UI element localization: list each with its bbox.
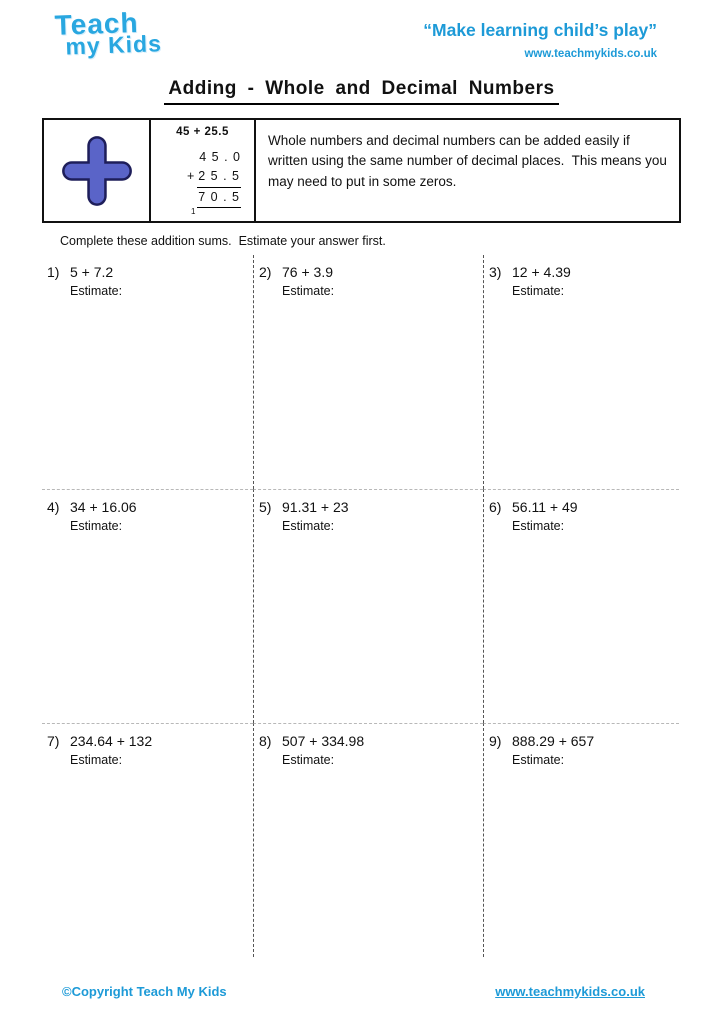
- problem-cell-6: [483, 489, 679, 723]
- problems-grid: [42, 255, 681, 957]
- logo-text-line1: Teach: [54, 6, 140, 41]
- example-answer: 7 0 . 5: [197, 188, 241, 209]
- problem-expression: 12 + 4.39: [512, 264, 571, 280]
- problem-number: 3): [489, 264, 502, 280]
- problem-cell-3: [483, 255, 679, 489]
- problem-expression: 888.29 + 657: [512, 733, 595, 749]
- problem-expression: 76 + 3.9: [282, 264, 333, 280]
- example-answer-row: [155, 188, 241, 209]
- problem-number: 9): [489, 733, 502, 749]
- copyright-text: ©Copyright Teach My Kids: [62, 984, 227, 999]
- teach-my-kids-logo: [54, 8, 162, 59]
- plus-operator: +: [186, 168, 196, 183]
- title-row: [0, 78, 723, 105]
- problem-cell-7: [42, 723, 253, 957]
- logo-text-line2: my Kids: [64, 30, 163, 60]
- problem-cell-1: [42, 255, 253, 489]
- footer-website-link[interactable]: www.teachmykids.co.uk: [495, 984, 645, 999]
- page-title: Adding - Whole and Decimal Numbers: [164, 78, 558, 105]
- example-box: [42, 118, 681, 223]
- problem-expression: 507 + 334.98: [282, 733, 365, 749]
- problem-number: 8): [259, 733, 272, 749]
- estimate-label: Estimate:: [282, 284, 335, 298]
- problem-number: 1): [47, 264, 60, 280]
- page-footer: [62, 984, 645, 999]
- header-website-link[interactable]: www.teachmykids.co.uk: [524, 48, 657, 60]
- problem-number: 6): [489, 499, 502, 515]
- problem-cell-8: [253, 723, 483, 957]
- problem-cell-4: [42, 489, 253, 723]
- estimate-label: Estimate:: [70, 519, 123, 533]
- tagline: “Make learning child’s play”: [423, 20, 657, 40]
- example-expression: 45 + 25.5: [176, 126, 229, 138]
- estimate-label: Estimate:: [70, 284, 123, 298]
- estimate-label: Estimate:: [512, 284, 565, 298]
- estimate-label: Estimate:: [282, 753, 335, 767]
- example-icon-cell: [44, 120, 151, 221]
- problem-expression: 56.11 + 49: [512, 499, 578, 515]
- problem-number: 5): [259, 499, 272, 515]
- problem-cell-2: [253, 255, 483, 489]
- problem-expression: 5 + 7.2: [70, 264, 114, 280]
- example-explanation: Whole numbers and decimal numbers can be added easily if written using the same number of decimal places. This means you may need to put in some zeros.: [268, 133, 671, 189]
- page-header: [0, 0, 723, 74]
- problem-expression: 91.31 + 23: [282, 499, 349, 515]
- problem-number: 7): [47, 733, 60, 749]
- plus-icon: [59, 135, 135, 207]
- example-carry-digit: 1: [191, 207, 197, 217]
- example-calculation: [151, 120, 256, 221]
- problem-expression: 34 + 16.06: [70, 499, 137, 515]
- example-working: [155, 148, 250, 216]
- problem-expression: 234.64 + 132: [70, 733, 153, 749]
- example-addend2-row: [155, 167, 241, 188]
- problem-number: 4): [47, 499, 60, 515]
- problem-cell-9: [483, 723, 679, 957]
- problem-cell-5: [253, 489, 483, 723]
- estimate-label: Estimate:: [282, 519, 335, 533]
- estimate-label: Estimate:: [512, 519, 565, 533]
- tagline-block: [423, 20, 657, 60]
- estimate-label: Estimate:: [70, 753, 123, 767]
- instruction-text: Complete these addition sums. Estimate your answer first.: [60, 234, 386, 248]
- estimate-label: Estimate:: [512, 753, 565, 767]
- example-addend2: 2 5 . 5: [197, 167, 241, 188]
- example-addend1: 4 5 . 0: [199, 150, 241, 164]
- problem-number: 2): [259, 264, 272, 280]
